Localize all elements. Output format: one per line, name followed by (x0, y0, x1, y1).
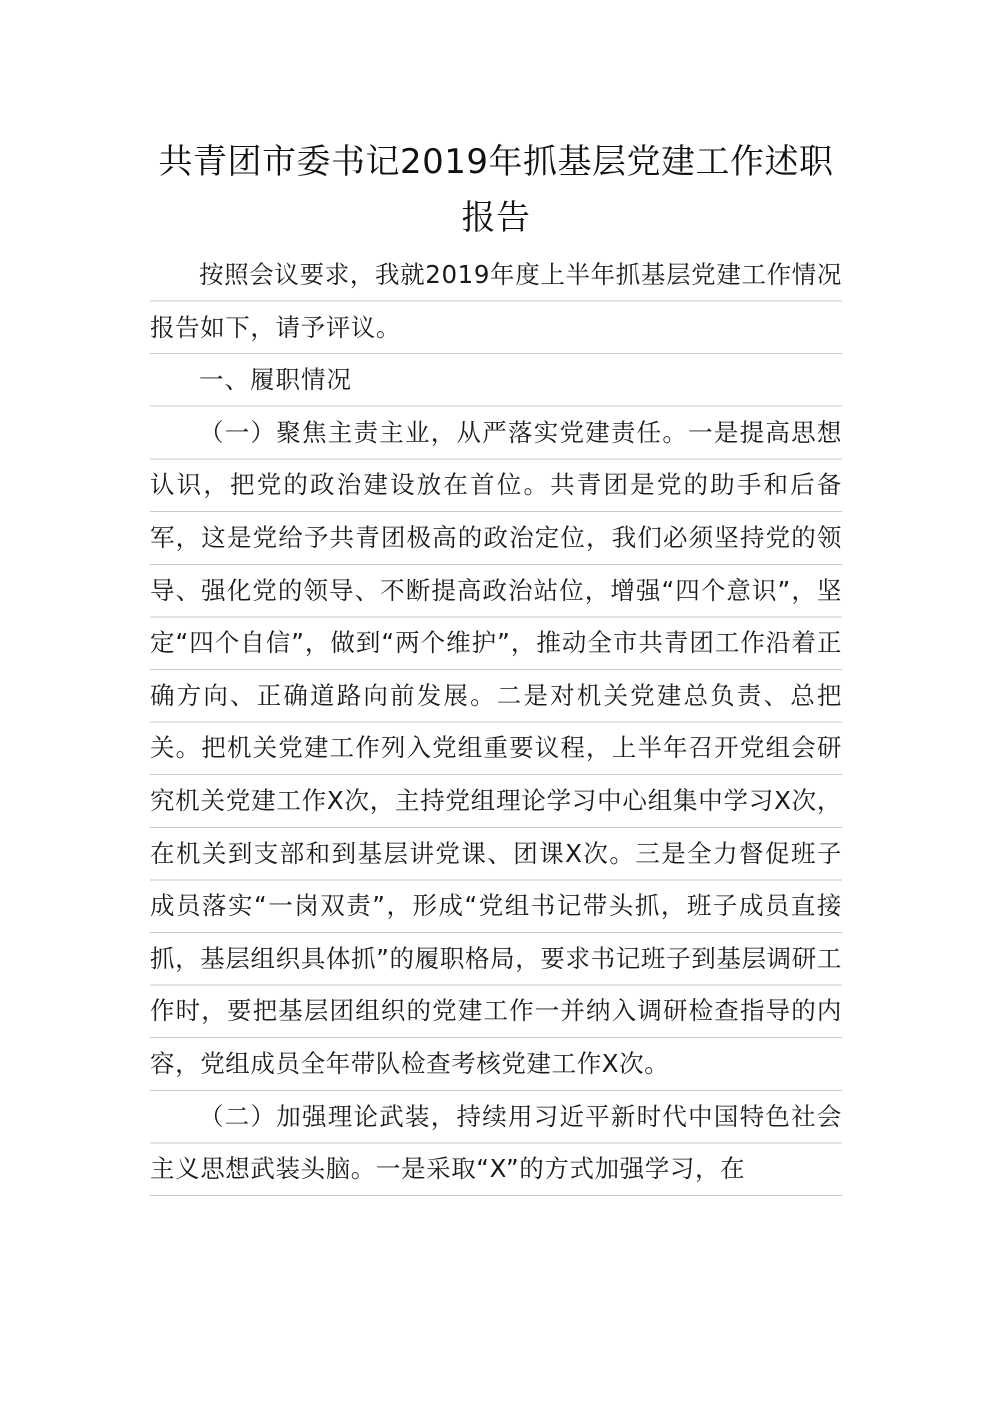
section-heading-duty-performance: 一、履职情况 (150, 354, 842, 407)
paragraph-party-building-responsibility: （一）聚焦主责主业，从严落实党建责任。一是提高思想认识，把党的政治建设放在首位。共青团是党的助手和后备军，这是党给予共青团极高的政治定位，我们必须坚持党的领导、强化党的领导、不断提高政治站位，增强“四个意识”，坚定“四个自信”，做到“两个维护”，推动全市共青团工作沿着正确方向、正确道路向前发展。二是对机关党建总负责、总把关。把机关党建工作列入党组重要议程，上半年召开党组会研究机关党建工作X次，主持党组理论学习中心组集中学习X次，在机关到支部和到基层讲党课、团课X次。三是全力督促班子成员落实“一岗双责”，形成“党组书记带头抓，班子成员直接抓，基层组织具体抓”的履职格局，要求书记班子到基层调研工作时，要把基层团组织的党建工作一并纳入调研检查指导的内容，党组成员全年带队检查考核党建工作X次。 (150, 407, 842, 1091)
document-body (150, 249, 842, 1196)
paragraph-theoretical-study: （二）加强理论武装，持续用习近平新时代中国特色社会主义思想武装头脑。一是采取“X”的方式加强学习，在 (150, 1091, 842, 1196)
document-title: 共青团市委书记2019年抓基层党建工作述职报告 (158, 142, 834, 238)
intro-paragraph: 按照会议要求，我就2019年度上半年抓基层党建工作情况报告如下，请予评议。 (150, 249, 842, 354)
